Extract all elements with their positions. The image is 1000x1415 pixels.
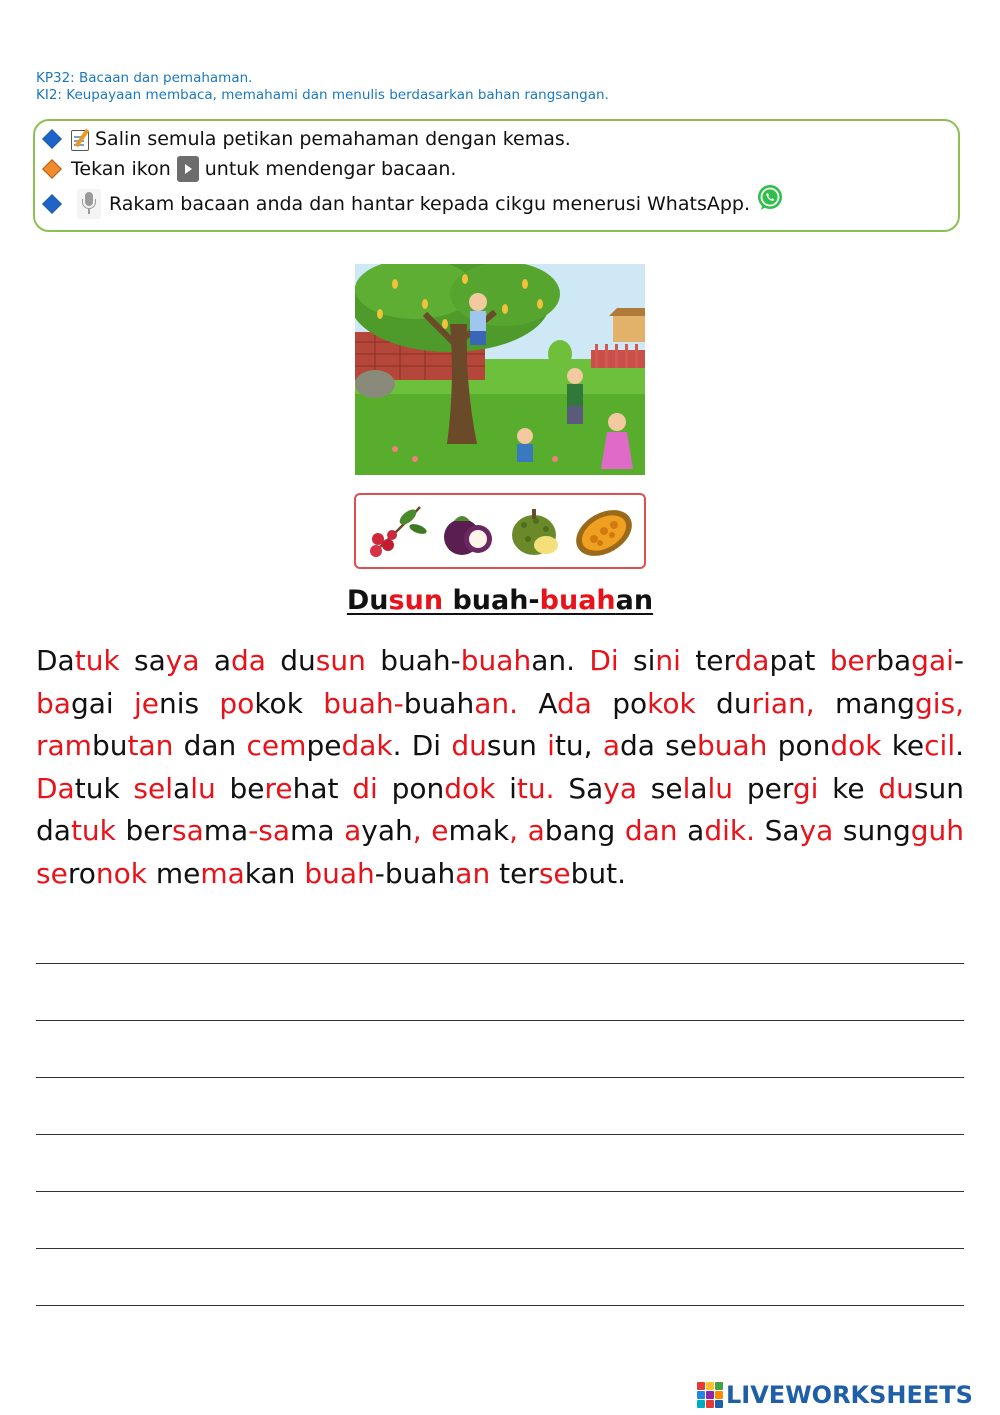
passage-syllable-red: a xyxy=(334,814,362,847)
curriculum-header xyxy=(36,70,609,104)
comprehension-passage xyxy=(36,640,964,895)
writing-line[interactable] xyxy=(36,1134,964,1135)
passage-syllable: kok xyxy=(254,686,303,720)
title-part: Du xyxy=(346,585,389,616)
passage-syllable-red: gis, xyxy=(914,686,964,720)
passage-syllable-red: dan xyxy=(615,814,688,847)
passage-syllable-red: , a xyxy=(509,814,545,847)
instruction-listen xyxy=(41,156,456,182)
passage-syllable-red: di xyxy=(338,771,392,805)
passage-syllable: nis xyxy=(158,686,200,720)
passage-syllable-red: dak xyxy=(341,729,393,762)
passage-syllable: mak xyxy=(448,814,510,847)
passage-syllable-red: rian, xyxy=(751,686,835,720)
passage-syllable: but. xyxy=(570,856,627,890)
passage-syllable: . xyxy=(955,729,964,762)
passage-syllable: ma xyxy=(290,814,335,847)
orchard-illustration xyxy=(355,264,645,475)
passage-syllable-red: Di xyxy=(589,644,619,677)
passage-syllable: sun xyxy=(486,729,548,762)
notepad-icon xyxy=(71,128,91,150)
passage-syllable-red: ba xyxy=(36,686,71,720)
passage-syllable-red: da xyxy=(557,686,613,720)
passage-syllable-red: buah xyxy=(697,729,768,762)
passage-syllable-red: ram xyxy=(36,729,92,762)
passage-syllable: tuk xyxy=(74,771,120,805)
durian-icon xyxy=(504,499,568,563)
passage-syllable: sa xyxy=(119,644,166,677)
fruit-strip xyxy=(354,493,646,569)
passage-syllable: an. xyxy=(531,644,590,677)
passage-syllable: hat xyxy=(292,771,339,805)
passage-syllable-red: guh xyxy=(910,814,964,847)
passage-syllable-red: an. xyxy=(474,686,539,720)
writing-line[interactable] xyxy=(36,963,964,964)
passage-syllable-red: du xyxy=(451,729,487,762)
passage-syllable-red: re xyxy=(264,771,293,805)
passage-syllable: ro xyxy=(67,856,96,890)
passage-syllable-red: Da xyxy=(36,771,75,805)
passage-syllable-red: cil xyxy=(924,729,956,762)
passage-syllable: ter xyxy=(680,644,735,677)
writing-line[interactable] xyxy=(36,1248,964,1249)
passage-title xyxy=(0,585,1000,616)
title-part-red: sun xyxy=(388,585,444,616)
whatsapp-icon xyxy=(756,184,784,212)
passage-syllable: mang xyxy=(835,686,915,720)
header-line-kp32: KP32: Bacaan dan pemahaman. xyxy=(36,70,253,86)
passage-syllable: ke xyxy=(818,771,879,805)
passage-syllable-red: dok xyxy=(444,771,510,805)
header-line-ki2: KI2: Keupayaan membaca, memahami dan menulis berdasarkan bahan rangsangan. xyxy=(36,87,609,103)
passage-syllable-red: -sa xyxy=(248,814,291,847)
title-part: buah- xyxy=(443,585,540,616)
passage-syllable-red: ya xyxy=(603,771,651,805)
passage-syllable-red: lu xyxy=(707,771,734,805)
rambutan-icon xyxy=(360,499,432,563)
passage-syllable: buah- xyxy=(365,644,461,677)
passage-syllable: -buah xyxy=(374,856,456,890)
passage-syllable-red: i xyxy=(547,729,555,762)
passage-syllable: bu xyxy=(91,729,128,762)
instruction-record xyxy=(41,189,784,219)
instruction-copy-text: Salin semula petikan pemahaman dengan kemas. xyxy=(95,128,571,150)
instruction-record-text: Rakam bacaan anda dan hantar kepada cikgu menerusi WhatsApp. xyxy=(109,193,750,215)
writing-line[interactable] xyxy=(36,1191,964,1192)
passage-syllable-red: dik. xyxy=(704,814,765,847)
passage-syllable: yah xyxy=(361,814,413,847)
liveworksheets-brand xyxy=(697,1381,973,1409)
passage-syllable: ter xyxy=(490,856,539,890)
passage-syllable-red: ya xyxy=(165,644,200,677)
passage-syllable-red: ber xyxy=(829,644,877,677)
passage-syllable: bang xyxy=(544,814,616,847)
passage-syllable: . Di xyxy=(392,729,452,762)
passage-syllable: sun xyxy=(913,771,964,805)
passage-syllable: du xyxy=(716,686,752,720)
passage-syllable: se xyxy=(650,771,683,805)
passage-syllable-red: po xyxy=(199,686,255,720)
passage-syllable: buah xyxy=(403,686,475,720)
play-icon[interactable] xyxy=(177,156,199,182)
passage-syllable-red: se xyxy=(538,856,571,890)
passage-syllable-red: ma xyxy=(200,856,245,890)
passage-syllable: du xyxy=(265,644,316,677)
passage-syllable: pon xyxy=(391,771,445,805)
passage-syllable-red: a xyxy=(602,729,620,762)
passage-syllable-red: buah xyxy=(460,644,532,677)
passage-syllable-red: nok xyxy=(95,856,147,890)
passage-syllable-red: ya xyxy=(799,814,843,847)
writing-line[interactable] xyxy=(36,1020,964,1021)
passage-syllable-red: gai xyxy=(911,644,954,677)
passage-syllable-red: dok xyxy=(830,729,882,762)
passage-syllable: po xyxy=(612,686,648,720)
passage-syllable: A xyxy=(538,686,557,720)
passage-syllable-red: buah- xyxy=(302,686,404,720)
passage-syllable-red: je xyxy=(113,686,159,720)
title-part-red: buah xyxy=(539,585,616,616)
passage-syllable-red: sel xyxy=(119,771,174,805)
passage-syllable-red: sa xyxy=(172,814,204,847)
passage-syllable-red: gi xyxy=(792,771,819,805)
passage-syllable-red: buah xyxy=(304,856,375,890)
passage-syllable: Da xyxy=(36,644,75,677)
instruction-copy xyxy=(41,128,571,150)
passage-syllable-red: lu xyxy=(190,771,230,805)
diamond-bullet-icon xyxy=(42,194,62,214)
passage-syllable-red: sun xyxy=(315,644,366,677)
passage-syllable: pe xyxy=(306,729,342,762)
passage-syllable-red: tan xyxy=(127,729,174,762)
passage-syllable-red: du xyxy=(878,771,914,805)
passage-syllable: a xyxy=(199,644,231,677)
passage-syllable-red: ni xyxy=(655,644,681,677)
cempedak-icon xyxy=(568,499,640,563)
passage-syllable: dan xyxy=(173,729,247,762)
title-part: an xyxy=(615,585,654,616)
passage-syllable: ke xyxy=(881,729,925,762)
passage-syllable: Sa xyxy=(764,814,800,847)
passage-syllable: ba xyxy=(876,644,912,677)
passage-syllable: gai xyxy=(70,686,114,720)
passage-syllable-red: da xyxy=(231,644,266,677)
passage-syllable-red: l xyxy=(682,771,691,805)
passage-syllable: da xyxy=(36,814,71,847)
brand-name: LIVEWORKSHEETS xyxy=(726,1381,973,1409)
passage-syllable: a xyxy=(173,771,191,805)
passage-syllable: pat xyxy=(769,644,830,677)
passage-syllable-red: se xyxy=(36,856,68,890)
passage-syllable: per xyxy=(733,771,793,805)
passage-syllable: sung xyxy=(842,814,911,847)
passage-syllable: tu, xyxy=(554,729,603,762)
writing-line[interactable] xyxy=(36,1077,964,1078)
passage-syllable: i xyxy=(509,771,517,805)
passage-syllable: ma xyxy=(203,814,249,847)
passage-syllable-red: , e xyxy=(412,814,449,847)
passage-syllable: Sa xyxy=(568,771,604,805)
passage-syllable: - xyxy=(953,644,964,677)
passage-syllable-red: da xyxy=(734,644,770,677)
instructions-box xyxy=(33,119,960,232)
passage-syllable: a xyxy=(690,771,708,805)
passage-syllable: be xyxy=(229,771,265,805)
instruction-listen-text-after: untuk mendengar bacaan. xyxy=(204,158,457,180)
passage-syllable-red: tuk xyxy=(70,814,126,847)
diamond-bullet-icon xyxy=(42,129,62,149)
passage-syllable: pon xyxy=(767,729,831,762)
passage-syllable-red: cem xyxy=(246,729,307,762)
passage-syllable: da se xyxy=(620,729,697,762)
passage-syllable: si xyxy=(618,644,656,677)
passage-syllable-red: an xyxy=(455,856,491,890)
microphone-icon[interactable] xyxy=(77,189,101,219)
passage-syllable: kan xyxy=(244,856,305,890)
instruction-listen-text-before: Tekan ikon xyxy=(71,158,171,180)
manggis-icon xyxy=(436,499,500,563)
passage-syllable-red: kok xyxy=(647,686,717,720)
passage-syllable: me xyxy=(146,856,201,890)
passage-syllable: a xyxy=(687,814,705,847)
diamond-bullet-icon xyxy=(42,159,62,179)
writing-line[interactable] xyxy=(36,1305,964,1306)
passage-syllable: ber xyxy=(125,814,172,847)
liveworksheets-logo-icon xyxy=(697,1382,723,1408)
passage-syllable-red: tuk xyxy=(74,644,120,677)
passage-syllable-red: tu. xyxy=(516,771,569,805)
